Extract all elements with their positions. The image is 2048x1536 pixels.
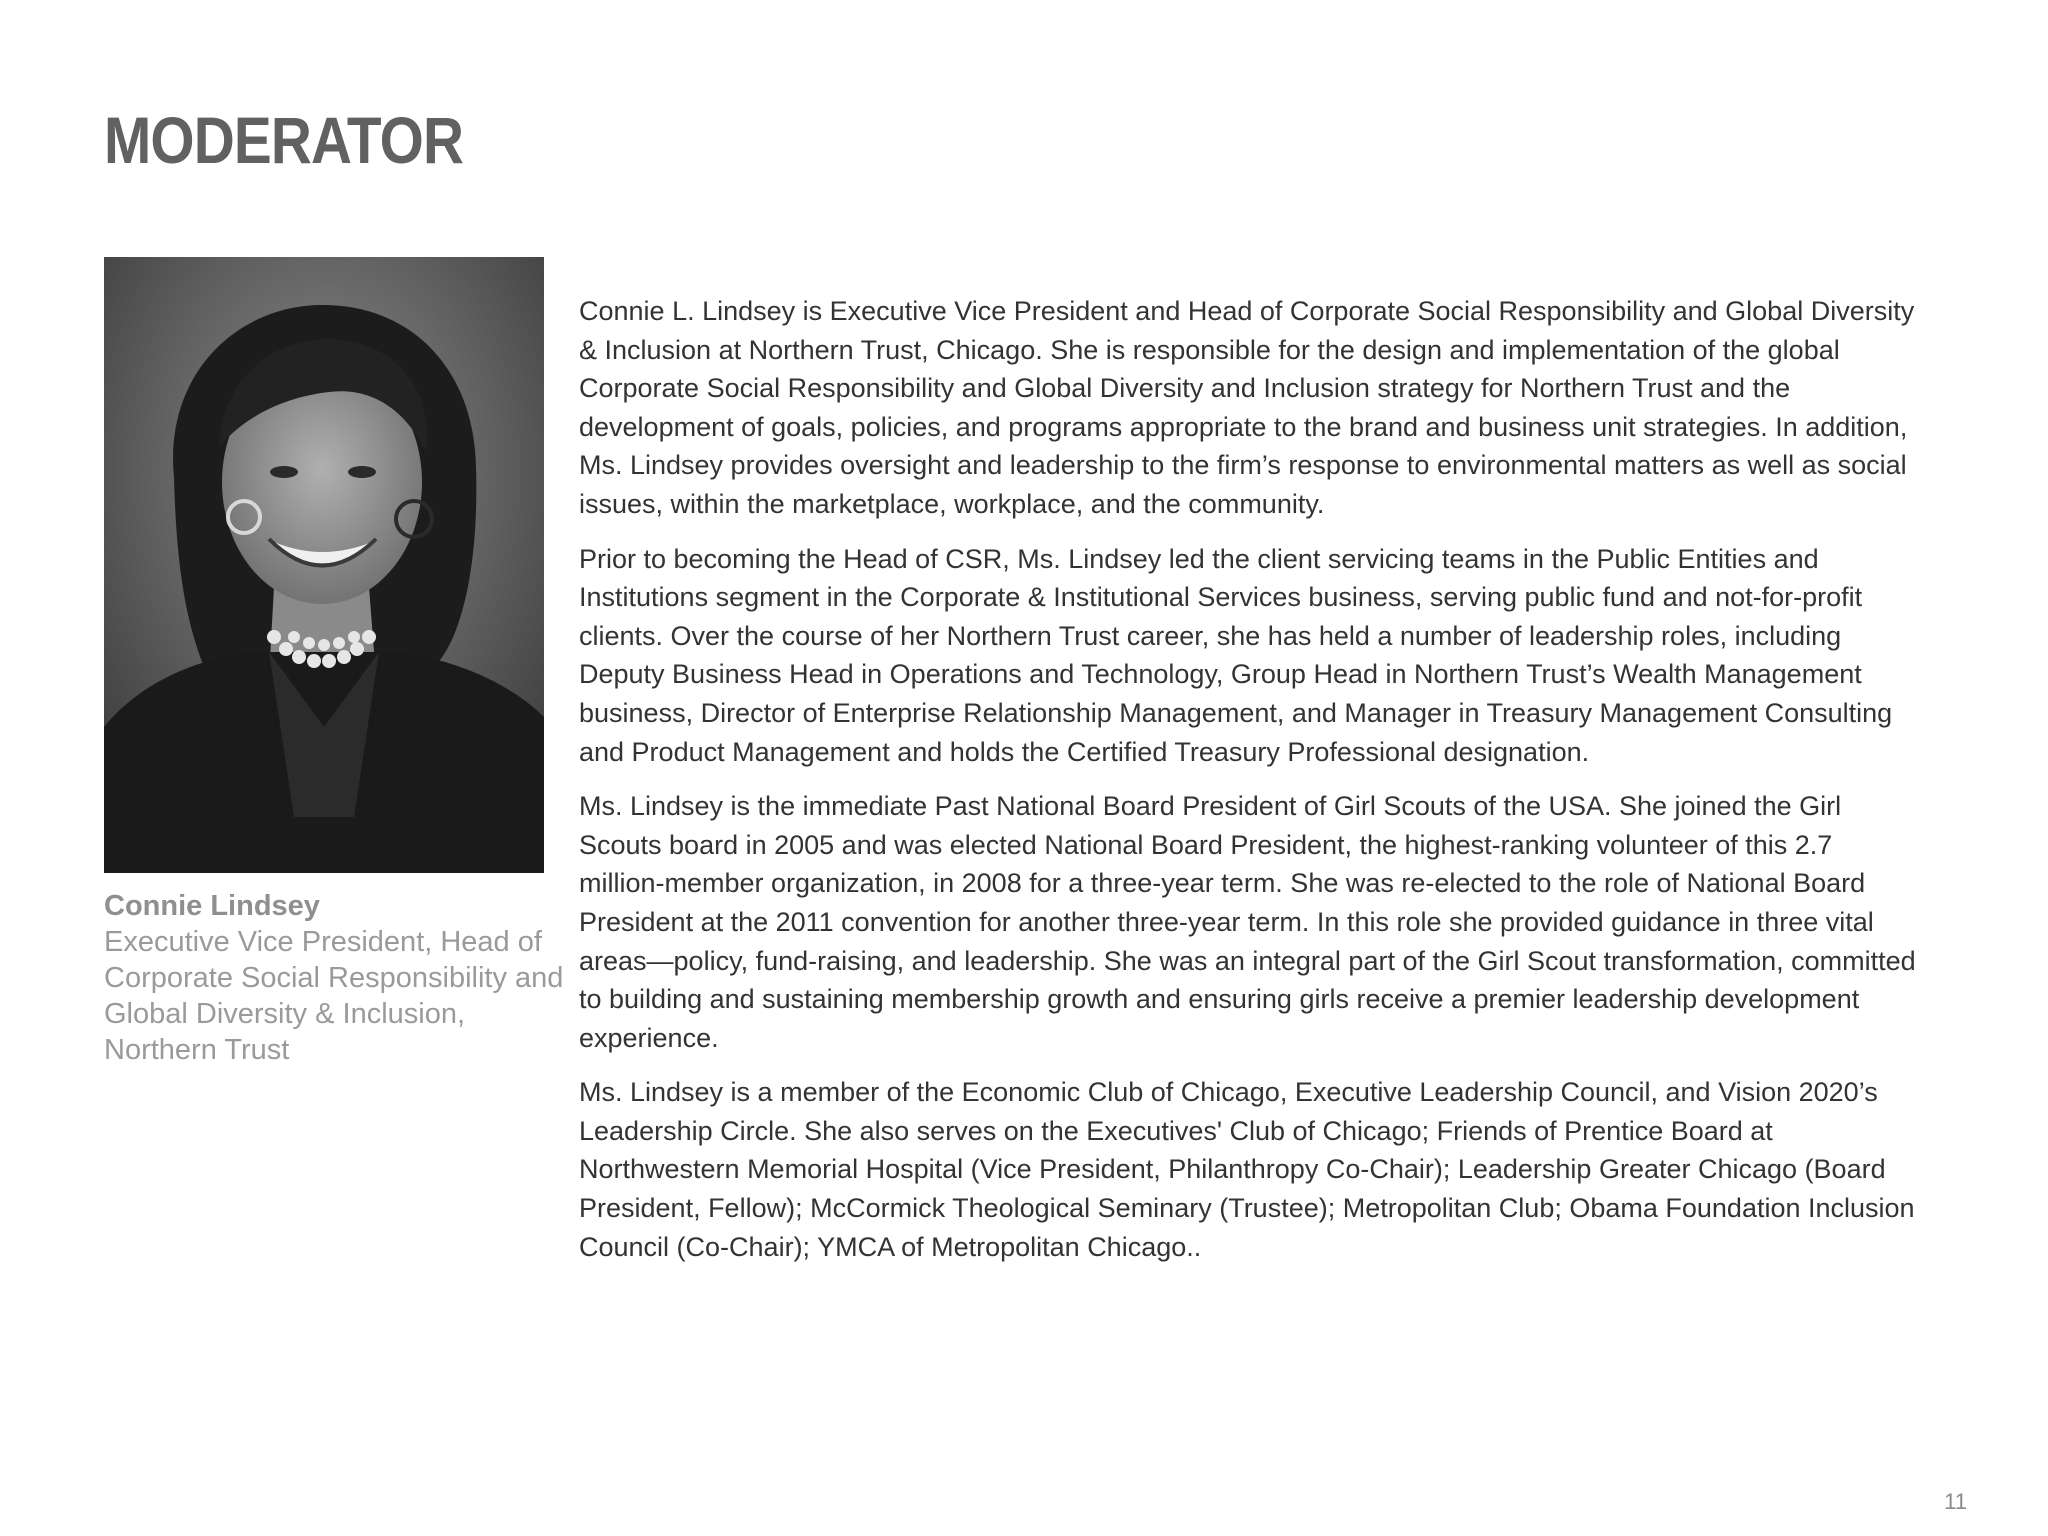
bio-paragraph: Ms. Lindsey is the immediate Past National Board President of Girl Scouts of the USA. She joined the Girl Scouts board in 2005 and was elected National Board President, the highest-ranking volunteer of this 2.7 million-member organization, in 2008 for a three-year term. She was re-elected to the role of National Board President at the 2011 convention for another three-year term. In this role she provided guidance in three vital areas—policy, fund-raising, and leadership. She was an integral part of the Girl Scout transformation, committed to building and sustaining membership growth and ensuring girls receive a premier leadership development experience. [579,791,1916,1053]
profile-name: Connie Lindsey [104,890,320,922]
page-number: 11 [1944,1489,1967,1514]
portrait-icon [104,257,544,873]
bio-paragraph: Prior to becoming the Head of CSR, Ms. Lindsey led the client servicing teams in the Public Entities and Institutions segment in the Corporate & Institutional Services business, serving public fund and not-for-profit clients. Over the course of her Northern Trust career, she has held a number of leadership roles, including Deputy Business Head in Operations and Technology, Group Head in Northern Trust’s Wealth Management business, Director of Enterprise Relationship Management, and Manager in Treasury Management Consulting and Product Management and holds the Certified Treasury Professional designation. [579,543,1893,767]
profile-caption [104,888,574,1068]
bio-text [579,292,1924,1282]
page-title: MODERATOR [104,103,464,177]
bio-paragraph: Ms. Lindsey is a member of the Economic Club of Chicago, Executive Leadership Council, and Vision 2020’s Leadership Circle. She also serves on the Executives' Club of Chicago; Friends of Prentice Board at Northwestern Memorial Hospital (Vice President, Philanthropy Co-Chair); Leadership Greater Chicago (Board President, Fellow); McCormick Theological Seminary (Trustee); Metropolitan Club; Obama Foundation Inclusion Council (Co-Chair); YMCA of Metropolitan Chicago.. [579,1077,1915,1262]
portrait-photo [104,257,544,873]
profile-role: Executive Vice President, Head of Corporate Social Responsibility and Global Diversity & Inclusion, Northern Trust [104,926,564,1066]
bio-paragraph: Connie L. Lindsey is Executive Vice President and Head of Corporate Social Responsibility and Global Diversity & Inclusion at Northern Trust, Chicago. She is responsible for the design and implementation of the global Corporate Social Responsibility and Global Diversity and Inclusion strategy for Northern Trust and the development of goals, policies, and programs appropriate to the brand and business unit strategies. In addition, Ms. Lindsey provides oversight and leadership to the firm’s response to environmental matters as well as social issues, within the marketplace, workplace, and the community. [579,296,1915,519]
